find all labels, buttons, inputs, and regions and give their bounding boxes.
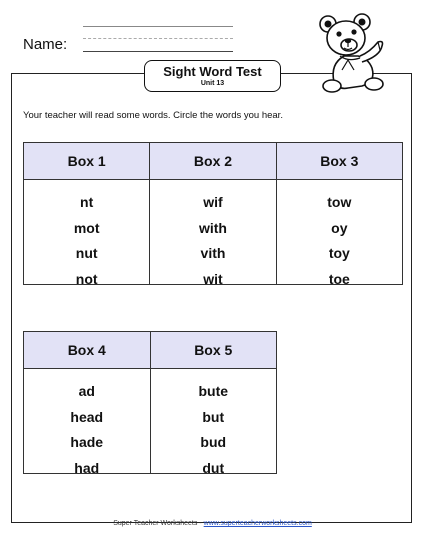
word-option[interactable]: vith <box>200 245 226 261</box>
word-option[interactable]: with <box>198 219 227 236</box>
word-option[interactable]: not <box>75 270 98 287</box>
name-line-bottom[interactable] <box>83 51 233 52</box>
word-option[interactable]: bud <box>200 434 227 450</box>
box-4-heading: Box 4 <box>24 332 151 369</box>
word-option[interactable]: wit <box>203 270 223 287</box>
name-line-mid <box>83 38 233 39</box>
word-option[interactable]: had <box>74 459 100 476</box>
title-box <box>144 60 281 92</box>
word-option[interactable]: but <box>202 408 225 425</box>
word-option[interactable]: oy <box>331 219 348 236</box>
word-option[interactable]: dut <box>202 459 225 476</box>
word-option[interactable]: ad <box>78 383 95 399</box>
word-option[interactable]: mot <box>73 219 100 236</box>
box-5 <box>150 369 277 474</box>
box-4 <box>24 369 151 474</box>
word-option[interactable]: tow <box>327 194 352 210</box>
box-2 <box>150 180 276 285</box>
word-table-row2 <box>23 331 277 474</box>
box-3-heading: Box 3 <box>276 143 402 180</box>
word-option[interactable]: toy <box>328 245 350 261</box>
box-1-heading: Box 1 <box>24 143 150 180</box>
footer-brand: Super Teacher Worksheets <box>113 520 198 527</box>
word-option[interactable]: toe <box>328 270 350 287</box>
box-2-heading: Box 2 <box>150 143 276 180</box>
unit-label: Unit 13 <box>200 80 225 87</box>
word-option[interactable]: nt <box>80 194 94 210</box>
box-3 <box>276 180 402 285</box>
name-line-top <box>83 26 233 27</box>
word-option[interactable]: wif <box>203 194 223 210</box>
worksheet-title: Sight Word Test <box>163 64 262 79</box>
box-1 <box>24 180 150 285</box>
word-option[interactable]: hade <box>70 434 104 450</box>
footer-link[interactable]: www.superteacherworksheets.com <box>203 520 312 527</box>
footer-separator: - <box>199 520 202 527</box>
box-5-heading: Box 5 <box>150 332 277 369</box>
footer <box>0 520 425 527</box>
name-label: Name: <box>23 36 68 53</box>
word-option[interactable]: nut <box>75 245 98 261</box>
word-option[interactable]: head <box>70 408 104 425</box>
word-option[interactable]: bute <box>198 383 229 399</box>
teddy-bear-icon <box>318 12 386 96</box>
instructions: Your teacher will read some words. Circle the words you hear. <box>23 110 283 121</box>
word-table-row1 <box>23 142 403 285</box>
